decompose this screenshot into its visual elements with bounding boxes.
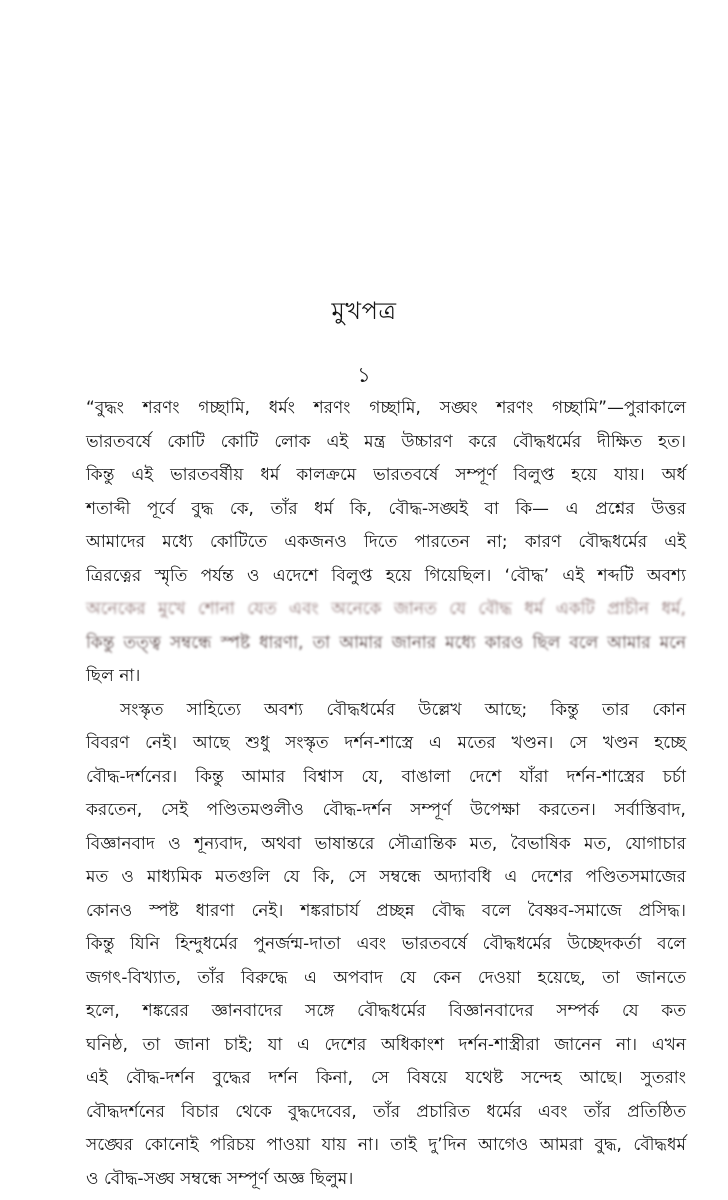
text-line: ও বৌদ্ধ-সঙ্ঘ সম্বন্ধে সম্পূর্ণ অজ্ঞ ছিলুম। <box>86 1167 354 1188</box>
text-line: ভারতবর্ষে কোটি কোটি লোক এই মন্ত্র উচ্চারণ করে বৌদ্ধধর্মের দীক্ষিত হত। <box>86 430 686 451</box>
text-line: কিন্তু যিনি হিন্দুধর্মের পুনর্জন্ম-দাতা এবং ভারতবর্ষে বৌদ্ধধর্মের উচ্ছেদকর্তা বলে <box>86 933 686 953</box>
text-line: কিন্তু এই ভারতবর্ষীয় ধর্ম কালক্রমে ভারতবর্ষে সম্পূর্ণ বিলুপ্ত হয়ে যায়। অর্ধ <box>86 464 686 484</box>
text-line-faded: কিন্তু তত্ত্ব সম্বন্ধে স্পষ্ট ধারণা, তা আমার জানার মধ্যে কারও ছিল বলে আমার মনে <box>86 631 686 652</box>
text-line: শতাব্দী পূর্বে বুদ্ধ কে, তাঁর ধর্ম কি, বৌদ্ধ-সঙ্ঘই বা কি— এ প্রশ্নের উত্তর <box>86 497 686 518</box>
text-line: ত্রিরত্নের স্মৃতি পর্যন্ত ও এদেশে বিলুপ্ত হয়ে গিয়েছিল। ‘বৌদ্ধ’ এই শব্দটি অবশ্য <box>86 564 686 585</box>
text-line: বৌদ্ধ-দর্শনের। কিন্তু আমার বিশ্বাস যে, বাঙালা দেশে যাঁরা দর্শন-শাস্ত্রের চর্চা <box>86 765 686 786</box>
text-line: আমাদের মধ্যে কোটিতে একজনও দিতে পারতেন না; কারণ বৌদ্ধধর্মের এই <box>86 531 686 551</box>
text-line: এই বৌদ্ধ-দর্শন বুদ্ধের দর্শন কিনা, সে বিষয়ে যথেষ্ট সন্দেহ আছে। সুতরাং <box>86 1067 686 1087</box>
text-line: বিজ্ঞানবাদ ও শূন্যবাদ, অথবা ভাষান্তরে সৌত্রান্তিক মত, বৈভাষিক মত, যোগাচার <box>86 832 686 853</box>
text-line: বিবরণ নেই। আছে শুধু সংস্কৃত দর্শন-শাস্ত্রে এ মতের খণ্ডন। সে খণ্ডন হচ্ছে <box>86 732 686 752</box>
text-line: সঙ্ঘের কোনোই পরিচয় পাওয়া যায় না। তাই দু’দিন আগেও আমরা বুদ্ধ, বৌদ্ধধর্ম <box>86 1134 686 1154</box>
text-line: জগৎ-বিখ্যাত, তাঁর বিরুদ্ধে এ অপবাদ যে কেন দেওয়া হয়েছে, তা জানতে <box>86 966 686 987</box>
page-title: মুখপত্র <box>331 297 397 325</box>
text-line: মত ও মাধ্যমিক মতগুলি যে কি, সে সম্বন্ধে অদ্যাবধি এ দেশের পণ্ডিতসমাজের <box>86 866 686 886</box>
text-line: করতেন, সেই পণ্ডিতমণ্ডলীও বৌদ্ধ-দর্শন সম্পূর্ণ উপেক্ষা করতেন। সর্বাস্তিবাদ, <box>86 799 686 819</box>
text-line: বৌদ্ধদর্শনের বিচার থেকে বুদ্ধদেবের, তাঁর প্রচারিত ধর্মের এবং তাঁর প্রতিষ্ঠিত <box>86 1100 686 1121</box>
text-line: ছিল না। <box>86 665 141 685</box>
section-number: ১ <box>357 363 371 387</box>
text-line: হলে, শঙ্করের জ্ঞানবাদের সঙ্গে বৌদ্ধধর্মের বিজ্ঞানবাদের সম্পর্ক যে কত <box>86 1000 686 1020</box>
text-line: সংস্কৃত সাহিত্যে অবশ্য বৌদ্ধধর্মের উল্লেখ আছে; কিন্তু তার কোন <box>120 698 686 719</box>
text-line: ঘনিষ্ঠ, তা জানা চাই; যা এ দেশের অধিকাংশ দর্শন-শাস্ত্রীরা জানেন না। এখন <box>86 1033 686 1054</box>
body-text <box>86 391 686 1195</box>
text-line-faded: অনেকের মুখে শোনা যেত এবং অনেকে জানত যে বৌদ্ধ ধর্ম একটি প্রাচীন ধর্ম, <box>86 598 686 618</box>
text-line: “বুদ্ধং শরণং গচ্ছামি, ধর্মং শরণং গচ্ছামি, সঙ্ঘং শরণং গচ্ছামি”—পুরাকালে <box>86 397 686 417</box>
text-line: কোনও স্পষ্ট ধারণা নেই। শঙ্করাচার্য প্রচ্ছন্ন বৌদ্ধ বলে বৈষ্ণব-সমাজে প্রসিদ্ধ। <box>86 899 686 920</box>
